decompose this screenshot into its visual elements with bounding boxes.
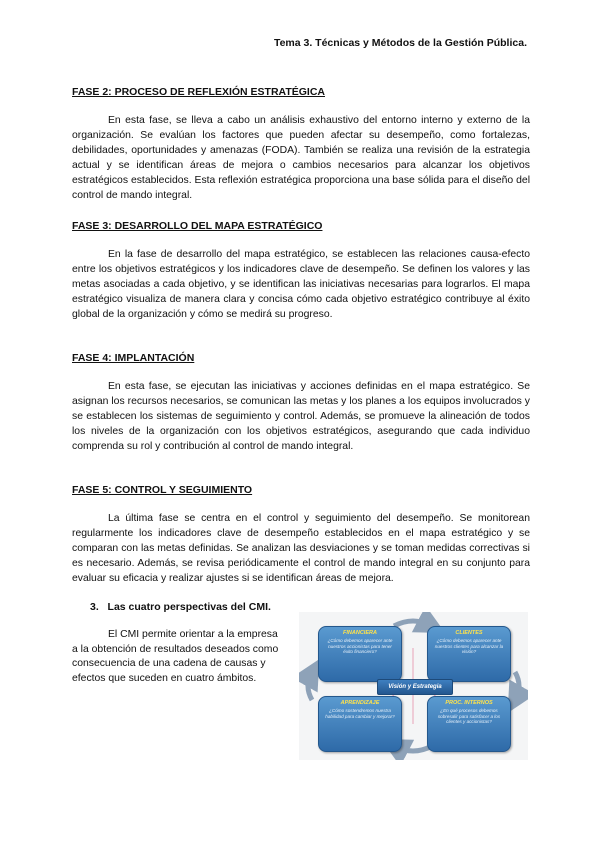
subsection-text-body: El CMI permite orientar a la empresa a la obtención de resultados deseados como consecuencia de una cadena de causas y efectos que suceden en cuatro ámbitos. bbox=[72, 629, 279, 684]
quadrant-aprendizaje-text: ¿Cómo sostendremos nuestra habilidad para cambiar y mejorar? bbox=[325, 708, 395, 719]
quadrant-financiera-title: FINANCIERA bbox=[343, 630, 377, 636]
subsection-title: Las cuatro perspectivas del CMI. bbox=[107, 601, 271, 613]
section-text-fase-4 bbox=[72, 379, 530, 454]
section-text-fase-5-body: La última fase se centra en el control y seguimiento del desempeño. Se monitorean regularmente los indicadores clave de desempeño establecidos en el mapa estratégico y se comparan con las metas definidas. Se analizan las desviaciones y se toman medidas correctivas si es necesario. Además, se revisa periódicamente el control de mando integral en su conjunto para evaluar su eficacia y realizar ajustes si se identifican áreas de mejora. bbox=[72, 513, 530, 585]
section-text-fase-2-body: En esta fase, se lleva a cabo un análisis exhaustivo del entorno interno y externo de la organización. Se evalúan los factores que pueden afectar su desempeño, como fortalezas, debilidades, oportunidades y amenazas (FODA). También se realiza una revisión de la estrategia actual y se identifican áreas de mejora o cambios necesarios para alcanzar los objetivos estratégicos establecidos. Esta reflexión estratégica proporciona una base sólida para el diseño del control de mando integral. bbox=[72, 115, 530, 202]
section-text-fase-3-body: En la fase de desarrollo del mapa estratégico, se establecen las relaciones causa-efecto entre los objetivos estratégicos y los indicadores clave de desempeño. Se definen los valores y las metas asociadas a cada objetivo, y se identifican las iniciativas necesarias para lograrlos. El mapa estratégico visualiza de manera clara y concisa cómo cada objetivo estratégico contribuye al éxito global de la organización y cómo se medirá su progreso. bbox=[72, 249, 530, 321]
section-title-fase-4: FASE 4: IMPLANTACIÓN bbox=[72, 352, 195, 364]
section-title-fase-2: FASE 2: PROCESO DE REFLEXIÓN ESTRATÉGICA bbox=[72, 86, 326, 98]
quadrant-clientes bbox=[427, 626, 511, 682]
quadrant-procesos-internos bbox=[427, 696, 511, 752]
section-text-fase-5 bbox=[72, 511, 530, 586]
quadrant-financiera-text: ¿Cómo debemos aparecer ante nuestros accionistas para tener éxito financiero? bbox=[327, 638, 393, 655]
quadrant-financiera bbox=[318, 626, 402, 682]
section-title-fase-5: FASE 5: CONTROL Y SEGUIMIENTO bbox=[72, 484, 253, 496]
section-text-fase-3 bbox=[72, 247, 530, 322]
quadrant-clientes-title: CLIENTES bbox=[455, 630, 483, 636]
quadrant-procesos-internos-title: PROC. INTERNOS bbox=[445, 700, 493, 706]
quadrant-aprendizaje-title: APRENDIZAJE bbox=[340, 700, 380, 706]
quadrant-clientes-text: ¿Cómo debemos aparecer ante nuestros clientes para alcanzar la visión? bbox=[434, 638, 504, 655]
subsection-number: 3. bbox=[90, 601, 99, 613]
quadrant-procesos-internos-text: ¿En qué procesos debemos sobresalir para satisfacer a los clientes y accionistas? bbox=[437, 708, 501, 725]
section-text-fase-2 bbox=[72, 113, 530, 204]
cmi-diagram bbox=[299, 612, 528, 760]
quadrant-aprendizaje bbox=[318, 696, 402, 752]
subsection-text bbox=[72, 628, 284, 686]
page-header: Tema 3. Técnicas y Métodos de la Gestión Pública. bbox=[273, 37, 527, 49]
subsection-heading bbox=[90, 601, 271, 613]
section-title-fase-3: FASE 3: DESARROLLO DEL MAPA ESTRATÉGICO bbox=[72, 220, 323, 232]
section-text-fase-4-body: En esta fase, se ejecutan las iniciativas y acciones definidas en el mapa estratégico. Se asignan los recursos necesarios, se comunican las metas y los planes a los equipos involucrados y se establecen los sistemas de seguimiento y control. Además, se promueve la alineación de todos los niveles de la organización con los objetivos estratégicos, asegurando que cada individuo comprenda su rol y contribución al control de mando integral. bbox=[72, 381, 530, 453]
vision-estrategia-label: Visión y Estrategia bbox=[377, 679, 453, 695]
